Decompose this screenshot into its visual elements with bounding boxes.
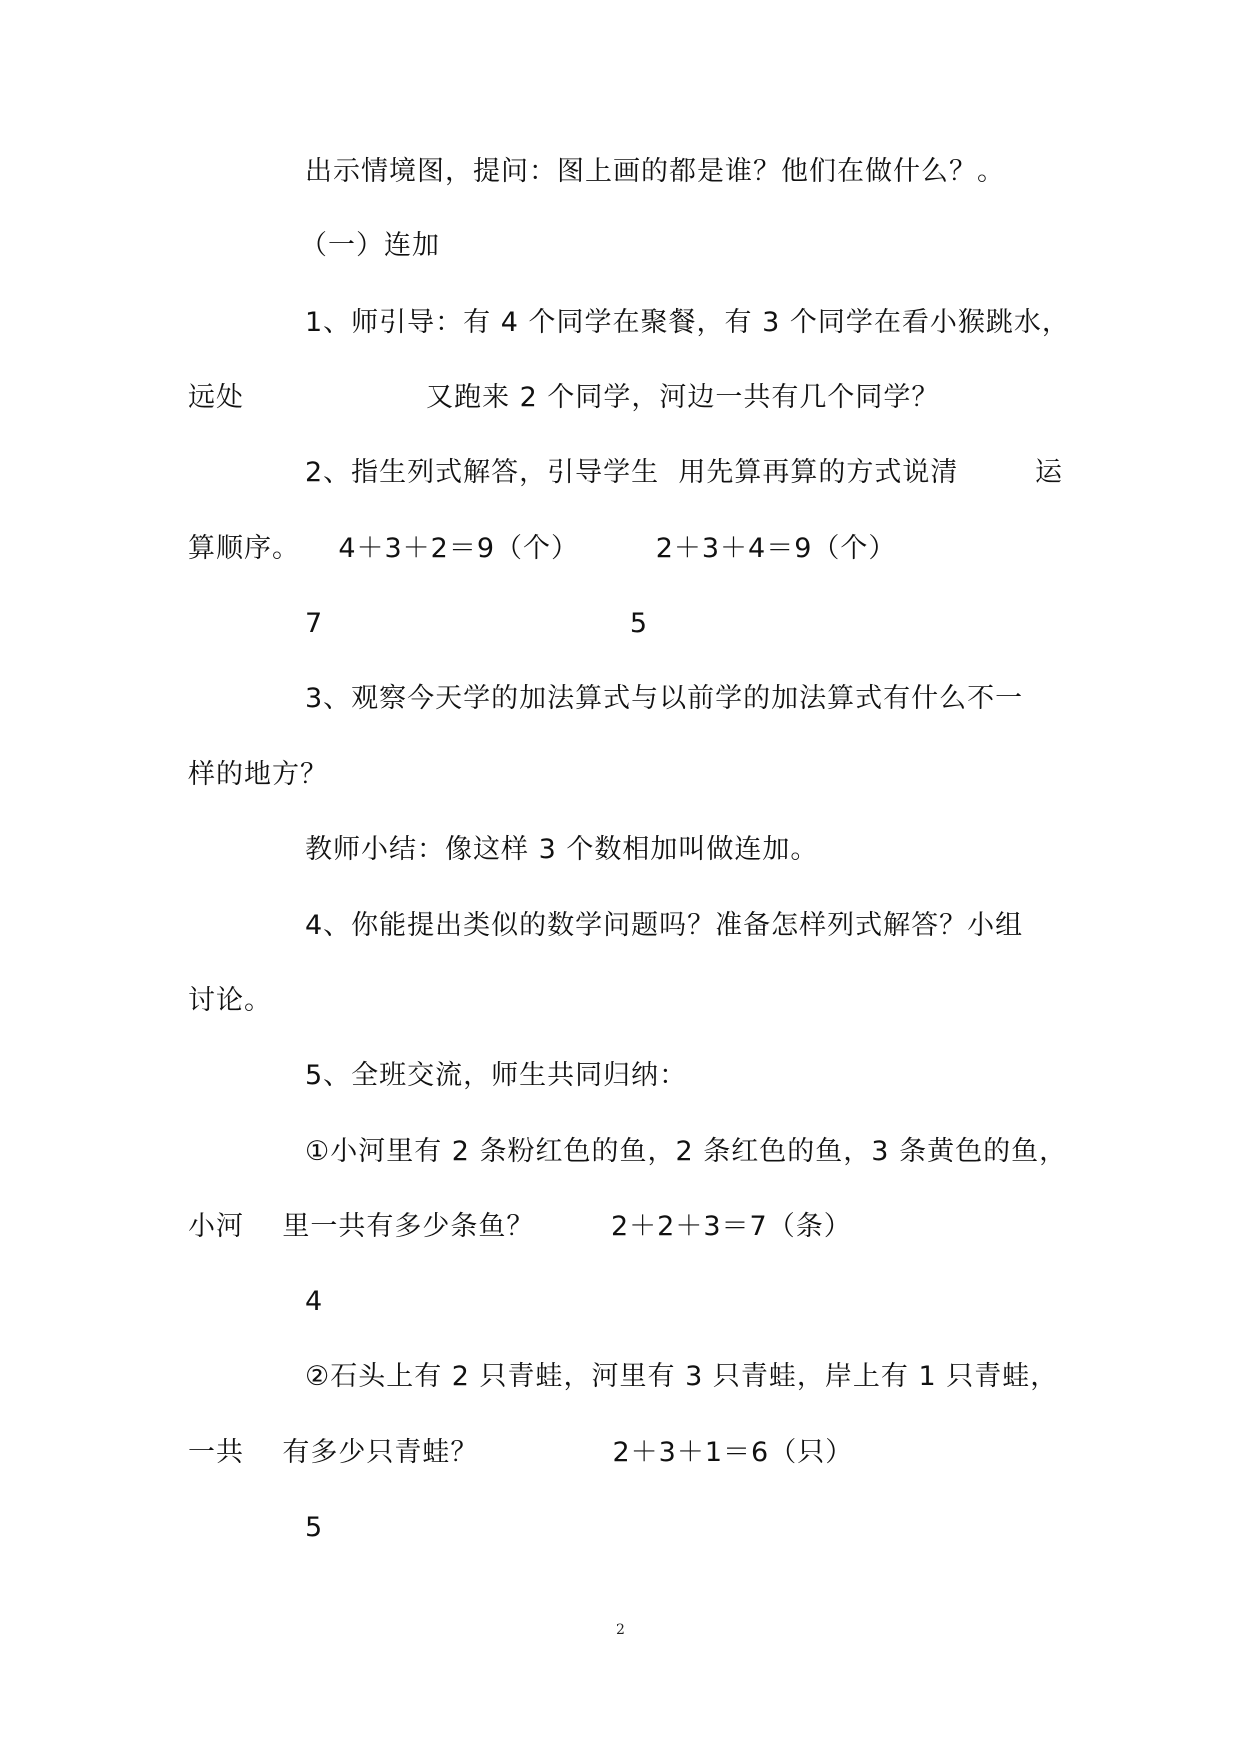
example-frogs-cont: 一共 有多少只青蛙？ 2＋3＋1＝6（只） bbox=[188, 1437, 854, 1468]
intermediate-sums-1: 7 5 bbox=[305, 608, 648, 639]
paragraph-item-5: 5、全班交流，师生共同归纳： bbox=[305, 1060, 688, 1091]
paragraph-item-1-cont: 远处 又跑来 2 个同学，河边一共有几个同学？ bbox=[188, 382, 940, 413]
paragraph-item-2: 2、指生列式解答，引导学生 用先算再算的方式说清 运 bbox=[305, 457, 1064, 488]
paragraph-item-4-cont: 讨论。 bbox=[188, 985, 272, 1016]
intermediate-sum-fish: 4 bbox=[305, 1286, 324, 1317]
section-heading-lianjia: （一）连加 bbox=[300, 230, 440, 261]
intermediate-sum-frogs: 5 bbox=[305, 1512, 324, 1543]
example-frogs: ②石头上有 2 只青蛙，河里有 3 只青蛙，岸上有 1 只青蛙， bbox=[305, 1361, 1059, 1392]
example-fish-cont: 小河 里一共有多少条鱼？ 2＋2＋3＝7（条） bbox=[188, 1211, 852, 1242]
paragraph-item-3: 3、观察今天学的加法算式与以前学的加法算式有什么不一 bbox=[305, 683, 1024, 714]
paragraph-item-1: 1、师引导：有 4 个同学在聚餐，有 3 个同学在看小猴跳水， bbox=[305, 307, 1070, 338]
paragraph-intro: 出示情境图，提问：图上画的都是谁？他们在做什么？。 bbox=[305, 156, 1005, 187]
teacher-summary: 教师小结：像这样 3 个数相加叫做连加。 bbox=[305, 834, 819, 865]
example-fish: ①小河里有 2 条粉红色的鱼，2 条红色的鱼，3 条黄色的鱼， bbox=[305, 1136, 1068, 1167]
paragraph-item-4: 4、你能提出类似的数学问题吗？准备怎样列式解答？小组 bbox=[305, 910, 1024, 941]
paragraph-item-3-cont: 样的地方？ bbox=[188, 759, 328, 790]
paragraph-item-2-equations: 算顺序。 4＋3＋2＝9（个） 2＋3＋4＝9（个） bbox=[188, 533, 897, 564]
page-number: 2 bbox=[616, 1622, 625, 1638]
